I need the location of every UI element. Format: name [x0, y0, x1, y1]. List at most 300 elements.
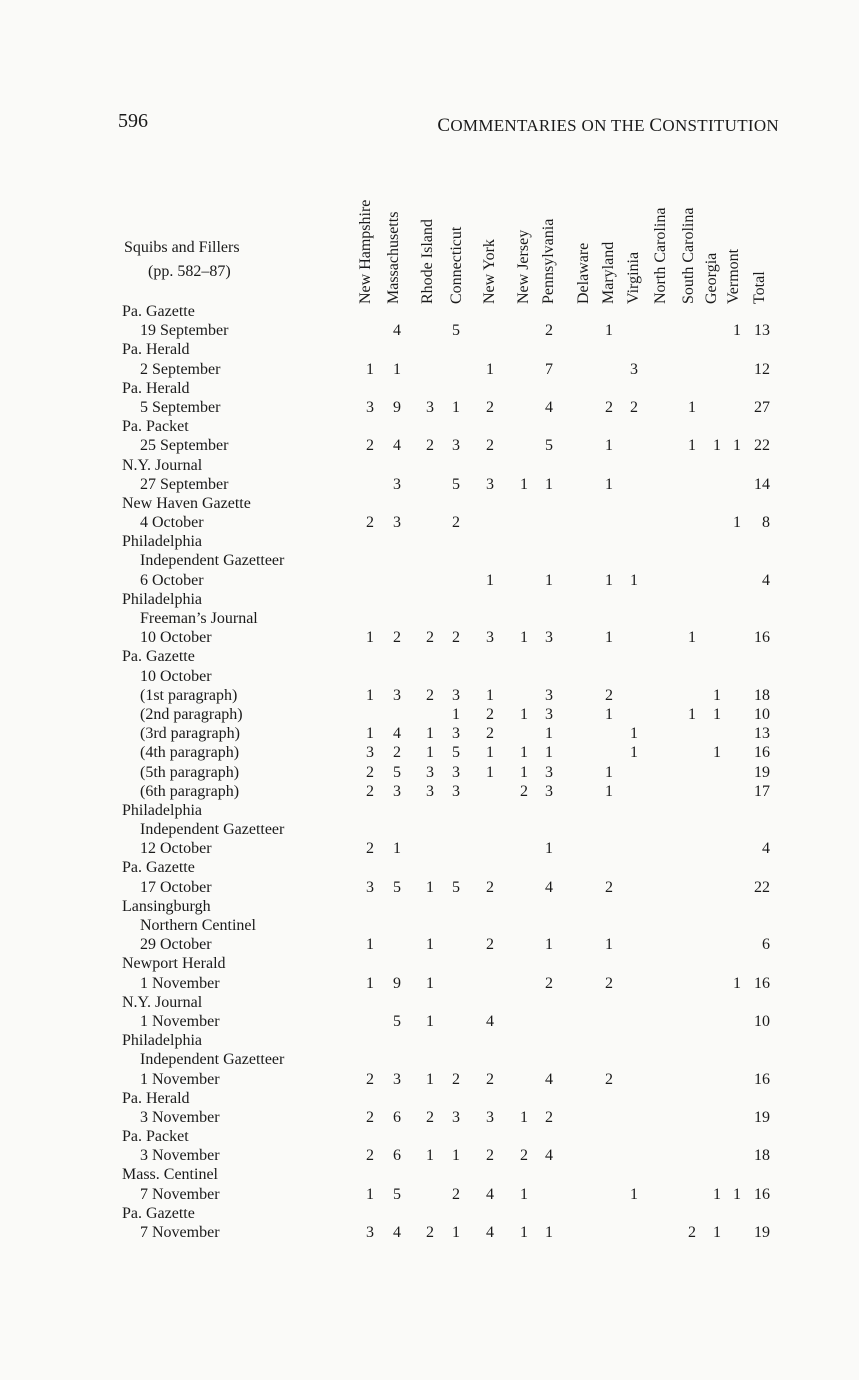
- row-label: (2nd paragraph): [140, 705, 243, 723]
- table-cell: 1: [688, 629, 696, 647]
- table-cell: 2: [366, 1108, 374, 1126]
- total-cell: 16: [754, 744, 770, 762]
- total-cell: 13: [754, 725, 770, 743]
- row-label: Pa. Gazette: [122, 859, 195, 877]
- table-row: [0, 590, 859, 609]
- table-cell: 1: [366, 974, 374, 992]
- table-title-line: Squibs and Fillers: [124, 239, 240, 256]
- table-row: [0, 321, 859, 340]
- row-label: Pa. Gazette: [122, 1204, 195, 1222]
- row-label: (1st paragraph): [140, 686, 238, 704]
- table-cell: 2: [452, 1070, 460, 1088]
- row-label: Pa. Packet: [122, 418, 189, 436]
- table-cell: 1: [733, 322, 741, 340]
- table-row: [0, 1050, 859, 1069]
- table-cell: 1: [452, 705, 460, 723]
- table-cell: 4: [545, 878, 553, 896]
- row-label: Pa. Packet: [122, 1128, 189, 1146]
- table-cell: 4: [486, 1012, 494, 1030]
- table-cell: 7: [545, 360, 553, 378]
- table-cell: 6: [393, 1147, 401, 1165]
- row-label: Philadelphia: [122, 590, 202, 608]
- total-cell: 10: [754, 705, 770, 723]
- table-cell: 1: [426, 1070, 434, 1088]
- table-row: [0, 360, 859, 379]
- table-cell: 1: [452, 398, 460, 416]
- table-row: [0, 743, 859, 762]
- table-row: [0, 897, 859, 916]
- table-cell: 3: [393, 1070, 401, 1088]
- table-cell: 3: [393, 514, 401, 532]
- table-cell: 1: [426, 974, 434, 992]
- table-cell: 3: [393, 686, 401, 704]
- row-label: 5 September: [140, 398, 221, 416]
- table-cell: 1: [605, 322, 613, 340]
- table-cell: 1: [713, 705, 721, 723]
- table-cell: 1: [520, 1224, 528, 1241]
- table-cell: 1: [545, 936, 553, 954]
- table-cell: 1: [545, 840, 553, 858]
- table-cell: 1: [426, 725, 434, 743]
- table-cell: 1: [366, 1185, 374, 1203]
- table-cell: 1: [486, 744, 494, 762]
- table-cell: 2: [630, 398, 638, 416]
- row-label: 7 November: [140, 1185, 220, 1203]
- column-header: Rhode Island: [419, 219, 436, 304]
- table-cell: 3: [452, 782, 460, 800]
- table-cell: 2: [605, 686, 613, 704]
- total-cell: 17: [754, 782, 770, 800]
- row-label: Philadelphia: [122, 1032, 202, 1050]
- table-cell: 1: [605, 475, 613, 493]
- table-row: [0, 475, 859, 494]
- total-cell: 18: [754, 1147, 770, 1165]
- table-cell: 2: [486, 936, 494, 954]
- table-cell: 5: [452, 322, 460, 340]
- table-row: [0, 494, 859, 513]
- table-cell: 1: [486, 686, 494, 704]
- table-cell: 1: [713, 1185, 721, 1203]
- table-cell: 2: [545, 322, 553, 340]
- row-label: Pa. Gazette: [122, 303, 195, 320]
- column-header: New Jersey: [515, 229, 532, 304]
- table-cell: 2: [688, 1224, 696, 1241]
- row-label: 1 November: [140, 1070, 220, 1088]
- column-header: Connecticut: [448, 226, 465, 304]
- table-cell: 1: [486, 763, 494, 781]
- row-label: 2 September: [140, 360, 221, 378]
- row-label: 3 November: [140, 1147, 220, 1165]
- table-cell: 1: [605, 763, 613, 781]
- total-cell: 27: [754, 398, 770, 416]
- table-cell: 1: [452, 1224, 460, 1241]
- table-row: [0, 302, 859, 321]
- table-row: [0, 1127, 859, 1146]
- table-row: [0, 801, 859, 820]
- table-row: [0, 820, 859, 839]
- total-cell: 13: [754, 322, 770, 340]
- table-row: [0, 1204, 859, 1223]
- table-cell: 2: [486, 1147, 494, 1165]
- total-cell: 6: [762, 936, 770, 954]
- table-cell: 1: [605, 571, 613, 589]
- row-label: Northern Centinel: [140, 917, 256, 934]
- table-row: [0, 1031, 859, 1050]
- table-row: [0, 954, 859, 973]
- table-cell: 5: [452, 744, 460, 762]
- table-cell: 1: [520, 1185, 528, 1203]
- table-row: [0, 1146, 859, 1165]
- row-label: 29 October: [140, 936, 212, 954]
- table-cell: 4: [393, 322, 401, 340]
- table-row: [0, 340, 859, 359]
- table-cell: 5: [545, 437, 553, 455]
- row-label: 10 October: [140, 629, 212, 647]
- table-cell: 1: [713, 1224, 721, 1241]
- table-cell: 4: [545, 398, 553, 416]
- row-label: 19 September: [140, 322, 229, 340]
- column-header: Massachusetts: [385, 211, 402, 304]
- total-cell: 12: [754, 360, 770, 378]
- table-cell: 5: [393, 878, 401, 896]
- table-cell: 2: [520, 782, 528, 800]
- table-cell: 1: [486, 571, 494, 589]
- row-label: (5th paragraph): [140, 763, 240, 781]
- row-label: 3 November: [140, 1108, 220, 1126]
- table-cell: 2: [366, 763, 374, 781]
- total-cell: 4: [762, 571, 770, 589]
- total-cell: 19: [754, 1108, 770, 1126]
- table-cell: 3: [426, 763, 434, 781]
- table-cell: 1: [520, 1108, 528, 1126]
- table-cell: 2: [426, 686, 434, 704]
- table-cell: 2: [366, 1147, 374, 1165]
- row-label: Freeman’s Journal: [140, 610, 258, 627]
- table-cell: 1: [426, 936, 434, 954]
- table-cell: 2: [393, 629, 401, 647]
- table-cell: 2: [426, 437, 434, 455]
- table-cell: 1: [733, 437, 741, 455]
- page-number: 596: [118, 110, 148, 132]
- table-cell: 3: [486, 475, 494, 493]
- table-cell: 3: [452, 686, 460, 704]
- row-label: 4 October: [140, 514, 204, 532]
- table-cell: 9: [393, 974, 401, 992]
- table-cell: 1: [630, 744, 638, 762]
- table-cell: 3: [366, 1224, 374, 1241]
- table-row: [0, 1185, 859, 1204]
- table-cell: 2: [366, 437, 374, 455]
- table-cell: 1: [605, 437, 613, 455]
- table-row: [0, 1223, 859, 1242]
- table-cell: 1: [605, 629, 613, 647]
- column-header: North Carolina: [652, 207, 669, 304]
- table-cell: 1: [426, 1012, 434, 1030]
- table-cell: 2: [393, 744, 401, 762]
- table-cell: 3: [545, 686, 553, 704]
- row-label: N.Y. Journal: [122, 993, 203, 1011]
- table-cell: 1: [366, 686, 374, 704]
- table-cell: 1: [733, 1185, 741, 1203]
- table-row: [0, 667, 859, 686]
- table-cell: 2: [486, 1070, 494, 1088]
- table-cell: 1: [520, 475, 528, 493]
- row-label: Independent Gazetteer: [140, 821, 285, 839]
- table-cell: 5: [393, 763, 401, 781]
- table-cell: 3: [452, 763, 460, 781]
- table-cell: 2: [426, 1108, 434, 1126]
- table-cell: 2: [605, 878, 613, 896]
- table-row: [0, 782, 859, 801]
- row-label: 10 October: [140, 667, 212, 685]
- row-label: Lansingburgh: [122, 897, 211, 915]
- row-label: N.Y. Journal: [122, 456, 203, 474]
- table-cell: 2: [452, 1185, 460, 1203]
- table-cell: 2: [452, 629, 460, 647]
- table-cell: 3: [545, 782, 553, 800]
- column-header: Delaware: [575, 242, 592, 304]
- table-cell: 2: [605, 974, 613, 992]
- running-head-rest-2: ONSTITUTION: [662, 116, 779, 135]
- table-cell: 1: [713, 744, 721, 762]
- table-cell: 1: [605, 705, 613, 723]
- table-cell: 1: [688, 398, 696, 416]
- table-cell: 1: [733, 514, 741, 532]
- total-cell: 16: [754, 974, 770, 992]
- table-row: [0, 763, 859, 782]
- table-cell: 2: [486, 725, 494, 743]
- table-row: [0, 417, 859, 436]
- table-row: [0, 436, 859, 455]
- row-label: Independent Gazetteer: [140, 552, 285, 570]
- total-cell: 14: [754, 475, 770, 493]
- table-cell: 3: [452, 1108, 460, 1126]
- running-head: [437, 115, 779, 137]
- table-cell: 1: [393, 840, 401, 858]
- row-label: 7 November: [140, 1224, 220, 1241]
- table-row: [0, 628, 859, 647]
- table-cell: 2: [426, 629, 434, 647]
- row-label: 12 October: [140, 840, 212, 858]
- total-cell: 16: [754, 1070, 770, 1088]
- column-header: Vermont: [725, 248, 742, 304]
- table-cell: 3: [393, 475, 401, 493]
- row-label: 17 October: [140, 878, 212, 896]
- table-cell: 3: [545, 705, 553, 723]
- row-label: (3rd paragraph): [140, 725, 240, 743]
- table-cell: 9: [393, 398, 401, 416]
- table-cell: 5: [393, 1185, 401, 1203]
- column-header: Maryland: [600, 241, 617, 304]
- table-cell: 1: [630, 1185, 638, 1203]
- table-cell: 1: [713, 686, 721, 704]
- table-row: [0, 1012, 859, 1031]
- table-row: [0, 935, 859, 954]
- row-label: Philadelphia: [122, 533, 202, 551]
- table-cell: 4: [393, 437, 401, 455]
- total-cell: 19: [754, 763, 770, 781]
- table-cell: 3: [630, 360, 638, 378]
- column-header: Pennsylvania: [540, 218, 557, 304]
- total-cell: 10: [754, 1012, 770, 1030]
- table-cell: 1: [605, 936, 613, 954]
- total-cell: 16: [754, 1185, 770, 1203]
- column-header: South Carolina: [680, 207, 697, 304]
- table-cell: 3: [426, 782, 434, 800]
- table-cell: 3: [366, 878, 374, 896]
- table-cell: 4: [545, 1147, 553, 1165]
- row-label: 25 September: [140, 437, 229, 455]
- table-cell: 2: [486, 705, 494, 723]
- table-row: [0, 551, 859, 570]
- table-row: [0, 379, 859, 398]
- table-cell: 1: [426, 878, 434, 896]
- table-cell: 3: [426, 398, 434, 416]
- table-row: [0, 609, 859, 628]
- table-cell: 5: [452, 878, 460, 896]
- table-cell: 1: [688, 705, 696, 723]
- table-cell: 2: [605, 398, 613, 416]
- table-cell: 2: [486, 398, 494, 416]
- table-cell: 1: [486, 360, 494, 378]
- table-row: [0, 532, 859, 551]
- table-cell: 2: [426, 1224, 434, 1241]
- table-cell: 3: [486, 1108, 494, 1126]
- table-subtitle: (pp. 582–87): [148, 263, 231, 280]
- row-label: Mass. Centinel: [122, 1166, 218, 1184]
- row-label: Independent Gazetteer: [140, 1051, 285, 1069]
- column-header: New York: [481, 239, 498, 304]
- table-title: [124, 236, 240, 284]
- column-header: Virginia: [625, 251, 642, 304]
- total-cell: 8: [762, 514, 770, 532]
- table-cell: 1: [520, 744, 528, 762]
- table-cell: 1: [366, 629, 374, 647]
- table-cell: 1: [713, 437, 721, 455]
- table-cell: 2: [520, 1147, 528, 1165]
- table-cell: 2: [366, 1070, 374, 1088]
- row-label: 6 October: [140, 571, 204, 589]
- row-label: New Haven Gazette: [122, 494, 251, 512]
- row-label: Pa. Gazette: [122, 648, 195, 666]
- table-cell: 1: [545, 475, 553, 493]
- table-cell: 1: [520, 629, 528, 647]
- table-cell: 4: [393, 725, 401, 743]
- table-row: [0, 858, 859, 877]
- table-row: [0, 456, 859, 475]
- running-head-cap-2: C: [649, 115, 663, 136]
- table-cell: 2: [486, 437, 494, 455]
- table-cell: 3: [393, 782, 401, 800]
- table-cell: 3: [452, 725, 460, 743]
- table-cell: 1: [426, 1147, 434, 1165]
- table-cell: 1: [733, 974, 741, 992]
- table-cell: 1: [630, 571, 638, 589]
- table-row: [0, 1070, 859, 1089]
- table-cell: 1: [605, 782, 613, 800]
- table-cell: 1: [366, 360, 374, 378]
- table-cell: 1: [366, 936, 374, 954]
- row-label: (4th paragraph): [140, 744, 240, 762]
- table-cell: 2: [366, 840, 374, 858]
- table-cell: 1: [545, 571, 553, 589]
- row-label: Pa. Herald: [122, 1089, 190, 1107]
- total-cell: 18: [754, 686, 770, 704]
- table-row: [0, 513, 859, 532]
- table-row: [0, 839, 859, 858]
- table-row: [0, 1165, 859, 1184]
- table-cell: 3: [366, 744, 374, 762]
- table-row: [0, 993, 859, 1012]
- table-cell: 2: [486, 878, 494, 896]
- table-cell: 3: [366, 398, 374, 416]
- total-cell: 22: [754, 878, 770, 896]
- table-cell: 3: [545, 629, 553, 647]
- table-cell: 2: [545, 974, 553, 992]
- running-head-cap-1: C: [437, 115, 451, 136]
- table-cell: 1: [630, 725, 638, 743]
- row-label: 27 September: [140, 475, 229, 493]
- table-cell: 5: [452, 475, 460, 493]
- table-row: [0, 571, 859, 590]
- total-cell: 19: [754, 1224, 770, 1241]
- table-row: [0, 878, 859, 897]
- table-cell: 3: [545, 763, 553, 781]
- table-row: [0, 647, 859, 666]
- table-cell: 1: [520, 705, 528, 723]
- table-cell: 1: [545, 744, 553, 762]
- data-table: [0, 302, 859, 1242]
- table-row: [0, 916, 859, 935]
- table-row: [0, 1089, 859, 1108]
- total-cell: 16: [754, 629, 770, 647]
- running-head-rest-1: OMMENTARIES ON THE: [450, 116, 650, 135]
- table-cell: 1: [366, 725, 374, 743]
- table-cell: 1: [520, 763, 528, 781]
- table-cell: 4: [545, 1070, 553, 1088]
- row-label: 1 November: [140, 1012, 220, 1030]
- table-cell: 6: [393, 1108, 401, 1126]
- total-cell: 22: [754, 437, 770, 455]
- row-label: Pa. Herald: [122, 341, 190, 359]
- table-cell: 3: [452, 437, 460, 455]
- row-label: Newport Herald: [122, 955, 226, 973]
- table-row: [0, 686, 859, 705]
- row-label: 1 November: [140, 974, 220, 992]
- table-cell: 2: [366, 514, 374, 532]
- total-cell: 4: [762, 840, 770, 858]
- row-label: Pa. Herald: [122, 379, 190, 397]
- column-header: Total: [751, 271, 768, 304]
- table-cell: 2: [452, 514, 460, 532]
- table-cell: 1: [426, 744, 434, 762]
- table-cell: 1: [452, 1147, 460, 1165]
- row-label: (6th paragraph): [140, 782, 240, 800]
- table-cell: 1: [545, 1224, 553, 1241]
- table-cell: 4: [486, 1224, 494, 1241]
- row-label: Philadelphia: [122, 801, 202, 819]
- table-cell: 4: [486, 1185, 494, 1203]
- table-cell: 4: [393, 1224, 401, 1241]
- table-cell: 1: [545, 725, 553, 743]
- table-row: [0, 974, 859, 993]
- table-cell: 2: [605, 1070, 613, 1088]
- table-row: [0, 398, 859, 417]
- table-row: [0, 705, 859, 724]
- table-row: [0, 724, 859, 743]
- table-row: [0, 1108, 859, 1127]
- column-header: Georgia: [703, 252, 720, 304]
